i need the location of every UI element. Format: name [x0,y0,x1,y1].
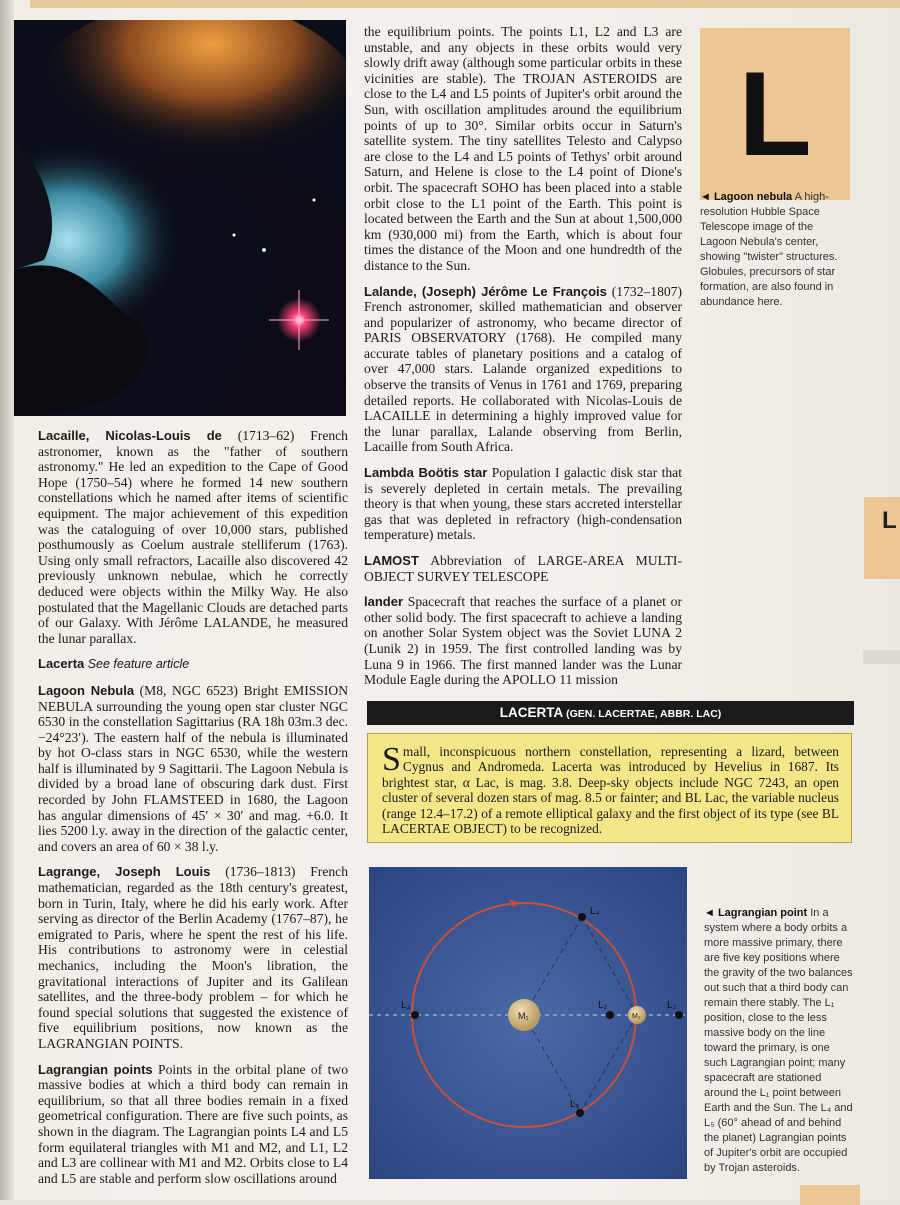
lacerta-header-bar [367,701,854,725]
headword: Lambda Boötis star [364,465,488,481]
caption-title: ◄ Lagrangian point [704,907,808,919]
entry-lagoon-nebula [38,683,348,855]
m1-label: M₁ [518,1011,529,1021]
entry-text: Points in the orbital plane of two massive bodies at which a third body can remain in equilibrium, so that all three bodies remain in a fixed geometrical configuration. There are five such points, as shown in the diagram. The Lagrangian points L4 and L5 form equilateral triangles with M1 and M2, and L1, L2 and L3 are collinear with M1 and M2. Orbits close to L4 and L5 are stable and perform slow oscillations around [38,1061,348,1186]
entry-lalande [364,284,682,456]
lacerta-title: LACERTA [499,705,564,720]
headword: Lacerta [38,656,85,672]
entry-lander [364,594,682,688]
tab-letter: L [882,507,897,534]
l1-point [606,1011,614,1019]
l4-label: L₄ [590,906,600,917]
headword: Lagoon Nebula [38,682,135,698]
lacerta-box [367,733,852,843]
entry-lacerta [38,656,348,673]
lagoon-nebula-photo [14,20,346,416]
lagoon-caption [700,190,850,310]
headword: Lacaille, Nicolas-Louis de [38,428,222,443]
l2-label: L₂ [667,1000,677,1011]
lacerta-text: mall, inconspicuous northern constellation, representing a lizard, between Cygnus and Andromeda. Lacerta was introduced by Hevelius in 1687. Its brightest star, α Lac, is mag. 3.8. Deep-sky objects include NGC 7243, an open cluster of several dozen stars of mag. 8.5 or fainter; and BL Lac, the variable nucleus (range 12.4–17.2) of a remote elliptical galaxy and the first object of its type (see BL LACERTAE OBJECT) to be recognized. [382,744,839,837]
section-letter-box [700,28,850,200]
l1-label: L₁ [598,1000,607,1011]
faint-mark [863,650,900,664]
headword: Lagrange, Joseph Louis [38,864,211,880]
lagrangian-diagram [369,867,687,1179]
entry-text: Spacecraft that reaches the surface of a planet or other solid body. The first spacecraft to achieve a landing on another Solar System object was the Soviet LUNA 2 (Lunik 2) in 1959. The first controlled landing was by Luna 9 in 1966. The first manned lander was the Lunar Module Eagle during the APOLLO 11 mission [364,594,682,688]
lagrangian-continuation: the equilibrium points. The points L1, L2 and L3 are unstable, and any objects in these orbits would very slowly drift away (although some particular orbits in these vicinities are stable). The TROJAN ASTEROIDS are close to the L4 and L5 points of Jupiter's orbit around the Sun, with oscillation amplitudes around the equilibrium points of up to 30°. Similar orbits occur in Saturn's satellite system. The tiny satellites Telesto and Calypso are close to the L4 and L5 points of Tethys' orbit around Saturn, and Helene is close to the L4 point of Dione's orbit. The spacecraft SOHO has been placed into a stable orbit close to the L1 point of the Earth. This point is located between the Earth and the Sun at about 1,500,000 km (930,000 mi) from the Earth, which is about four times the distance of the Moon and one hundredth of the distance to the Sun. [364,24,682,273]
bottom-color-tab [800,1185,860,1205]
entry-text: (1713–62) French astronomer, known as the "father of southern astronomy." He led an expedition to the Cape of Good Hope (1750–54) where he formed 14 new southern constellations which he named after items of scientific equipment. The major achievement of this expedition was the cataloguing of over 10,000 stars, published posthumously as Coelum australe stelliferum (1763). Using only small refractors, Lacaille also discovered 42 previously unknown nebulae, which he correctly deduced were objects within the Milky Way. He also postulated that the Magellanic Clouds are detached parts of our Galaxy. With Jérôme LALANDE, he measured the lunar parallax. [38,428,348,646]
drop-cap: S [382,741,401,778]
entry-text: (1732–1807) French astronomer, skilled mathematician and observer and popularizer of astronomy, who became director of PARIS OBSERVATORY (1768). He compiled many accurate tables of planetary positions and a catalog of over 47,000 stars. Lalande organized expeditions to observe the transits of Venus in 1761 and 1769, preparing detailed reports. He collaborated with Nicolas-Louis de LACAILLE in determining a highly improved value for the lunar parallax, Lalande observing from Berlin, Lacaille from South Africa. [364,283,682,455]
m2-label: M₂ [632,1013,641,1020]
left-column [38,428,348,1196]
l3-label: L₃ [401,1000,411,1011]
lacerta-subtitle: (GEN. LACERTAE, ABBR. LAC) [563,708,722,720]
middle-column [364,24,682,698]
entry-text: Abbreviation of LARGE-AREA MULTI-OBJECT SURVEY TELESCOPE [364,553,682,584]
l3-point [411,1011,419,1019]
headword: LAMOST [364,553,419,568]
caption-text: A high-resolution Hubble Space Telescope image of the Lagoon Nebula's center, showing "twister" structures. Globules, precursors of star formation, are also found in abundance here. [700,191,838,308]
section-letter: L [738,47,812,181]
page-gutter [0,0,14,1200]
l5-label: L₅ [570,1099,580,1110]
entry-text: (1736–1813) French mathematician, regarded as the 18th century's greatest, born in Turin, Italy, where he did his early work. After serving as director of the Berlin Academy (1767–87), he emigrated to Paris, where he spent the rest of his life. His contributions to astronomy were in celestial mechanics, including the Moon's libration, the gravitational interactions of Jupiter and its Galilean satellites, and the three-body problem – for which he found special solutions that suggested the existence of five equilibrium positions, now known as the LAGRANGIAN POINTS. [38,864,348,1051]
entry-lagrangian-points [38,1062,348,1187]
thumb-index-tab [864,497,900,579]
top-color-strip [30,0,900,8]
l2-point [675,1011,683,1019]
entry-lacaille [38,428,348,646]
caption-title: ◄ Lagoon nebula [700,191,793,203]
lagrangian-caption [704,906,856,1176]
entry-lagrange [38,864,348,1051]
headword: Lagrangian points [38,1061,153,1077]
entry-lamost [364,553,682,584]
entry-lambda-bootis [364,465,682,543]
entry-text: (M8, NGC 6523) Bright EMISSION NEBULA surrounding the young open star cluster NGC 6530 in the constellation Sagittarius (RA 18h 03m.3 dec. −24°23′). The eastern half of the nebula is illuminated by hot O-class stars in NGC 6530, while the western half is illuminated by 9 Sagittarii. The Lagoon Nebula is divided by a broad lane of obscuring dark dust. First recorded by John FLAMSTEED in 1680, the Lagoon has angular dimensions of 45′ × 30′ and mag. +6.0. It lies 5200 l.y. away in the direction of the galactic center, and covers an area of 60 × 38 l.y. [38,682,349,854]
caption-text: In a system where a body orbits a more massive primary, there are five key positions where the gravity of the two balances out such that a third body can remain there stably. The L₁ position, close to the less massive body on the line toward the primary, is one such Lagrangian point; many spacecraft are stationed around the L₁ point between Earth and the Sun. The L₄ and L₅ (60° ahead of and behind the planet) Lagrangian points of Jupiter's orbit are occupied by Trojan asteroids. [704,907,853,1174]
l5-point [576,1109,584,1117]
diagram-svg [369,867,687,1179]
l4-point [578,913,586,921]
entry-text: Population I galactic disk star that is severely depleted in certain metals. The prevailing theory is that when young, these stars accreted interstellar gas that was depleted in refractory (high-condensation temperature) metals. [364,465,682,543]
headword: lander [364,594,404,610]
entry-text: See feature article [84,657,190,672]
headword: Lalande, (Joseph) Jérôme Le François [364,283,607,299]
